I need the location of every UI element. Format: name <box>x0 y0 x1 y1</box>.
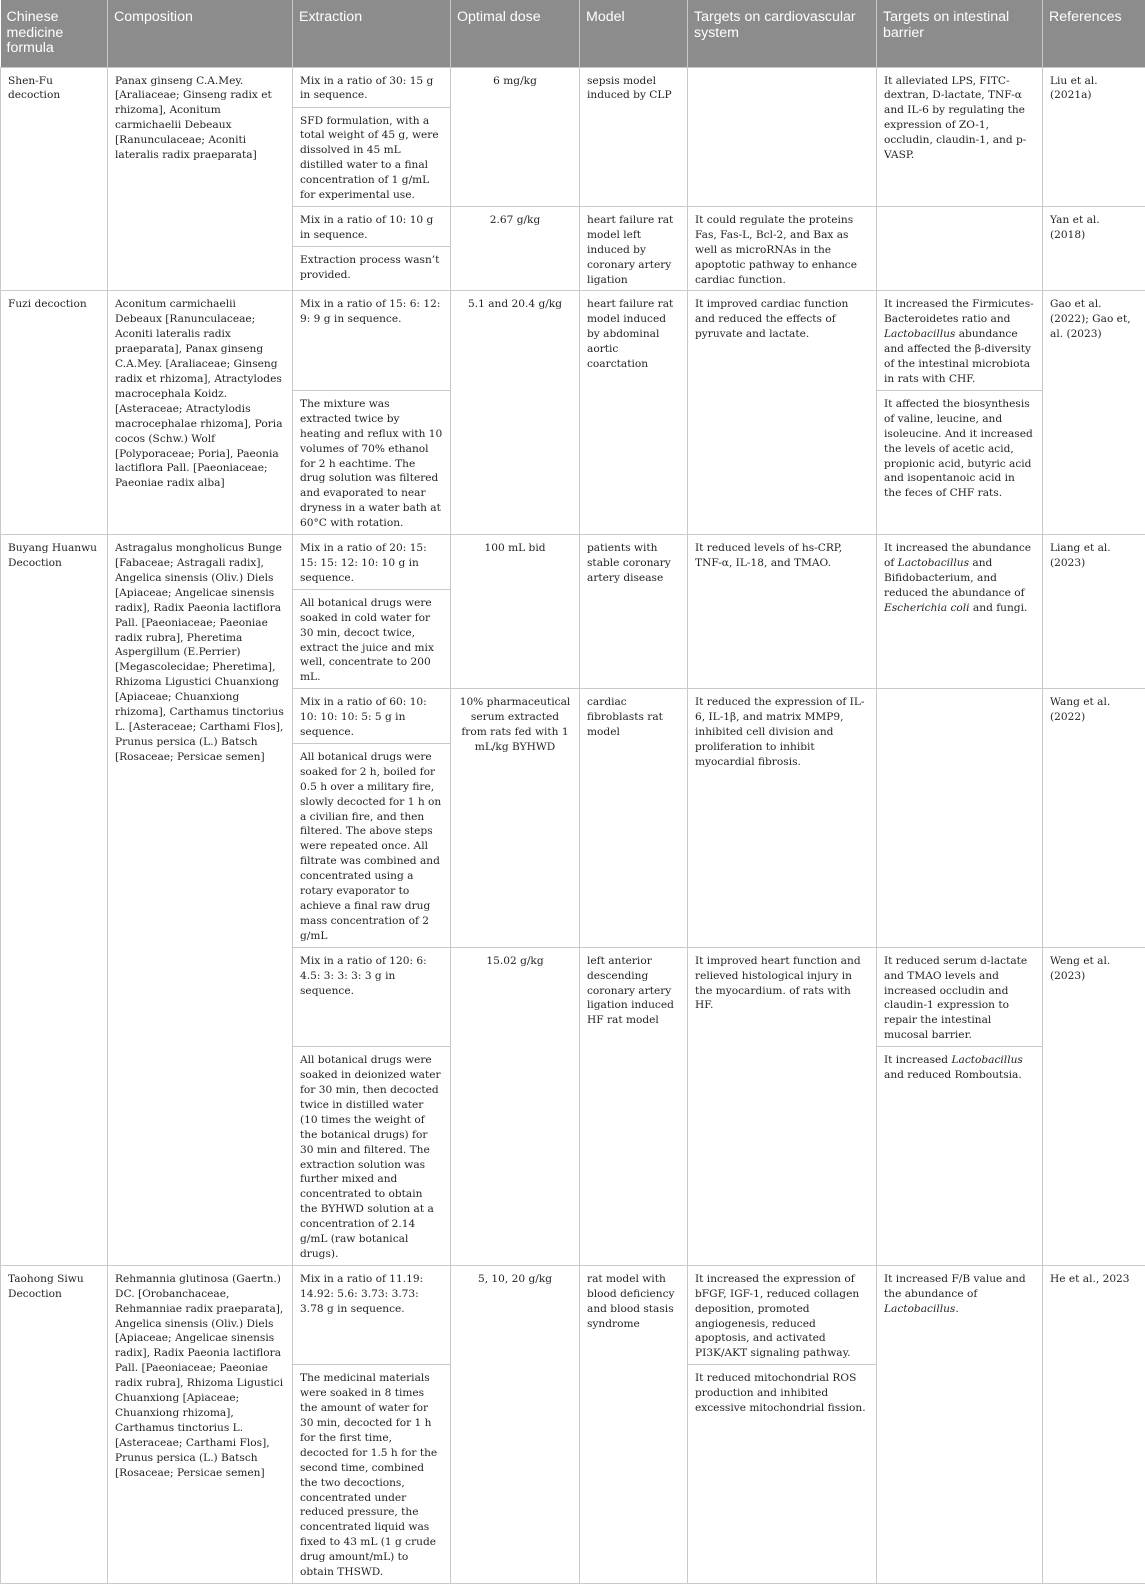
italic-taxon: Lactobacillus <box>884 1303 955 1315</box>
cardio-target-cell: It could regulate the proteins Fas, Fas-L, Bcl-2, and Bax as well as microRNAs in the apoptotic pathway to enhance cardiac function. <box>688 206 877 291</box>
model-cell: heart failure rat model induced by abdominal aortic coarctation <box>580 291 688 535</box>
text-span: and fungi. <box>970 602 1028 614</box>
extraction-ratio: Mix in a ratio of 60: 10: 10: 10: 10: 5: 5 g in sequence. <box>293 689 451 744</box>
italic-taxon: Escherichia coli <box>884 602 970 614</box>
reference-cell: He et al., 2023 <box>1043 1265 1145 1583</box>
text-span: It increased the Firmicutes-Bacteroidetes ratio and <box>884 298 1034 325</box>
dose-cell: 5.1 and 20.4 g/kg <box>451 291 580 535</box>
reference-cell: Weng et al. (2023) <box>1043 947 1145 1265</box>
cardio-target-cell <box>688 67 877 206</box>
cardio-target-cell: It improved heart function and relieved histological injury in the myocardium. of rats with HF. <box>688 947 877 1265</box>
dose-cell: 2.67 g/kg <box>451 206 580 291</box>
dose-cell: 100 mL bid <box>451 535 580 689</box>
extraction-ratio: Mix in a ratio of 11.19: 14.92: 5.6: 3.73: 3.73: 3.78 g in sequence. <box>293 1265 451 1364</box>
table-row <box>1 1265 1145 1364</box>
italic-taxon: Lactobacillus <box>951 1054 1022 1066</box>
composition-cell: Panax ginseng C.A.Mey. [Araliaceae; Ginseng radix et rhizoma], Aconitum carmichaelii Debeaux [Ranunculaceae; Aconiti lateralis radix praeparata] <box>108 67 293 291</box>
model-cell: left anterior descending coronary artery ligation induced HF rat model <box>580 947 688 1265</box>
cardio-target-cell: It increased the expression of bFGF, IGF-1, reduced collagen deposition, promoted angiogenesis, reduced apoptosis, and activated PI3K/AKT signaling pathway. <box>688 1265 877 1364</box>
reference-cell: Yan et al. (2018) <box>1043 206 1145 291</box>
header-cardio: Targets on cardiovascular system <box>688 0 877 67</box>
header-formula: Chinese medicine formula <box>1 0 108 67</box>
dose-cell: 15.02 g/kg <box>451 947 580 1265</box>
header-row <box>1 0 1145 67</box>
extraction-process: SFD formulation, with a total weight of 45 g, were dissolved in 45 mL distilled water to a final concentration of 1 g/mL for experimental use. <box>293 107 451 206</box>
formula-name: Buyang Huanwu Decoction <box>1 535 108 1266</box>
extraction-process: All botanical drugs were soaked in deionized water for 30 min, then decocted twice in distilled water (10 times the weight of the botanical drugs) for 30 min and filtered. The extraction solution was further mixed and concentrated to obtain the BYHWD solution at a concentration of 2.14 g/mL (raw botanical drugs). <box>293 1047 451 1266</box>
intestinal-target-cell <box>877 291 1043 390</box>
dose-cell: 5, 10, 20 g/kg <box>451 1265 580 1583</box>
text-span: . <box>955 1303 958 1315</box>
intestinal-target-cell <box>877 535 1043 689</box>
text-span: abundance and affected the β-diversity of the intestinal microbiota in rats with CHF. <box>884 328 1031 385</box>
reference-cell: Liu et al. (2021a) <box>1043 67 1145 206</box>
composition-cell: Aconitum carmichaelii Debeaux [Ranunculaceae; Aconiti lateralis radix praeparata], Panax ginseng C.A.Mey. [Araliaceae; Ginseng radix et rhizoma], Atractylodes macrocephala Koidz. [Asteraceae; Atractylodis macrocephalae rhizoma], Poria cocos (Schw.) Wolf [Polyporaceae; Poria], Paeonia lactiflora Pall. [Paeoniaceae; Paeoniae radix alba] <box>108 291 293 535</box>
extraction-process: All botanical drugs were soaked for 2 h, boiled for 0.5 h over a military fire, slowly decocted for 1 h on a civilian fire, and then filtered. The above steps were repeated once. All filtrate was combined and concentrated using a rotary evaporator to achieve a final raw drug mass concentration of 2 g/mL <box>293 743 451 947</box>
intestinal-target-cell <box>877 1047 1043 1266</box>
header-references: References <box>1043 0 1145 67</box>
cardio-target-cell: It improved cardiac function and reduced the effects of pyruvate and lactate. <box>688 291 877 535</box>
extraction-ratio: Mix in a ratio of 120: 6: 4.5: 3: 3: 3: 3 g in sequence. <box>293 947 451 1046</box>
extraction-process: All botanical drugs were soaked in cold water for 30 min, decoct twice, extract the juice and mix well, concentrate to 200 mL. <box>293 589 451 688</box>
model-cell: rat model with blood deficiency and blood stasis syndrome <box>580 1265 688 1583</box>
text-span: and reduced Romboutsia. <box>884 1069 1022 1081</box>
intestinal-target-cell <box>877 689 1043 948</box>
cardio-target-cell: It reduced mitochondrial ROS production and inhibited excessive mitochondrial fission. <box>688 1365 877 1584</box>
italic-taxon: Lactobacillus <box>884 328 955 340</box>
extraction-process: The medicinal materials were soaked in 8 times the amount of water for 30 min, decocted for 1 h for the first time, decocted for 1.5 h for the second time, combined the two decoctions, concentrated under reduced pressure, the concentrated liquid was fixed to 43 mL (1 g crude drug amount/mL) to obtain THSWD. <box>293 1365 451 1584</box>
text-span: It increased the abundance of <box>884 542 1031 569</box>
table-row <box>1 291 1145 390</box>
header-model: Model <box>580 0 688 67</box>
model-cell: sepsis model induced by CLP <box>580 67 688 206</box>
model-cell: heart failure rat model left induced by coronary artery ligation <box>580 206 688 291</box>
extraction-ratio: Mix in a ratio of 20: 15: 15: 15: 12: 10: 10 g in sequence. <box>293 535 451 590</box>
header-dose: Optimal dose <box>451 0 580 67</box>
text-span: and Bifidobacterium, and reduced the abundance of <box>884 557 1025 599</box>
cardio-target-cell: It reduced levels of hs-CRP, TNF-α, IL-18, and TMAO. <box>688 535 877 689</box>
table-row <box>1 535 1145 590</box>
dose-cell: 10% pharmaceutical serum extracted from rats fed with 1 mL/kg BYHWD <box>451 689 580 948</box>
text-span: It increased F/B value and the abundance of <box>884 1273 1026 1300</box>
model-cell: cardiac fibroblasts rat model <box>580 689 688 948</box>
reference-cell: Gao et al. (2022); Gao et, al. (2023) <box>1043 291 1145 535</box>
intestinal-target-cell <box>877 206 1043 291</box>
header-extraction: Extraction <box>293 0 451 67</box>
cardio-target-cell: It reduced the expression of IL-6, IL-1β, and matrix MMP9, inhibited cell division and proliferation to inhibit myocardial fibrosis. <box>688 689 877 948</box>
formula-name: Fuzi decoction <box>1 291 108 535</box>
formula-name: Taohong Siwu Decoction <box>1 1265 108 1583</box>
intestinal-target-cell: It reduced serum d-lactate and TMAO levels and increased occludin and claudin-1 expression to repair the intestinal mucosal barrier. <box>877 947 1043 1046</box>
header-composition: Composition <box>108 0 293 67</box>
intestinal-target-cell: It alleviated LPS, FITC-dextran, D-lactate, TNF-α and IL-6 by regulating the expression of ZO-1, occludin, claudin-1, and p-VASP. <box>877 67 1043 206</box>
extraction-ratio: Mix in a ratio of 15: 6: 12: 9: 9 g in sequence. <box>293 291 451 390</box>
composition-cell: Rehmannia glutinosa (Gaertn.) DC. [Orobanchaceae, Rehmanniae radix praeparata], Angelica sinensis (Oliv.) Diels [Apiaceae; Angelicae sinensis radix], Radix Paeonia lactiflora Pall. [Paeoniaceae; Paeoniae radix rubra], Rhizoma Ligustici Chuanxiong [Apiaceae; Chuanxiong rhizoma], Carthamus tinctorius L. [Asteraceae; Carthami Flos], Prunus persica (L.) Batsch [Rosaceae; Persicae semen] <box>108 1265 293 1583</box>
extraction-ratio: Mix in a ratio of 30: 15 g in sequence. <box>293 67 451 107</box>
table-row <box>1 67 1145 107</box>
model-cell: patients with stable coronary artery disease <box>580 535 688 689</box>
extraction-ratio: Mix in a ratio of 10: 10 g in sequence. <box>293 206 451 246</box>
extraction-process: The mixture was extracted twice by heating and reflux with 10 volumes of 70% ethanol for 2 h eachtime. The drug solution was filtered and evaporated to near dryness in a water bath at 60°C with rotation. <box>293 390 451 534</box>
header-intestinal: Targets on intestinal barrier <box>877 0 1043 67</box>
reference-cell: Wang et al. (2022) <box>1043 689 1145 948</box>
extraction-process: Extraction process wasn’t provided. <box>293 247 451 291</box>
reference-cell: Liang et al. (2023) <box>1043 535 1145 689</box>
formula-name: Shen-Fu decoction <box>1 67 108 291</box>
intestinal-target-cell <box>877 1265 1043 1583</box>
italic-taxon: Lactobacillus <box>898 557 969 569</box>
intestinal-target-cell: It affected the biosynthesis of valine, leucine, and isoleucine. And it increased the levels of acetic acid, propionic acid, butyric acid and isopentanoic acid in the feces of CHF rats. <box>877 390 1043 534</box>
dose-cell: 6 mg/kg <box>451 67 580 206</box>
text-span: It increased <box>884 1054 951 1066</box>
composition-cell: Astragalus mongholicus Bunge [Fabaceae; Astragali radix], Angelica sinensis (Oliv.) Diels [Apiaceae; Angelicae sinensis radix], Radix Paeonia lactiflora Pall. [Paeoniaceae; Paeoniae radix rubra], Pheretima Aspergillum (E.Perrier) [Megascolecidae; Pheretima], Rhizoma Ligustici Chuanxiong [Apiaceae; Chuanxiong rhizoma], Carthamus tinctorius L. [Asteraceae; Carthami Flos], Prunus persica (L.) Batsch [Rosaceae; Persicae semen] <box>108 535 293 1266</box>
